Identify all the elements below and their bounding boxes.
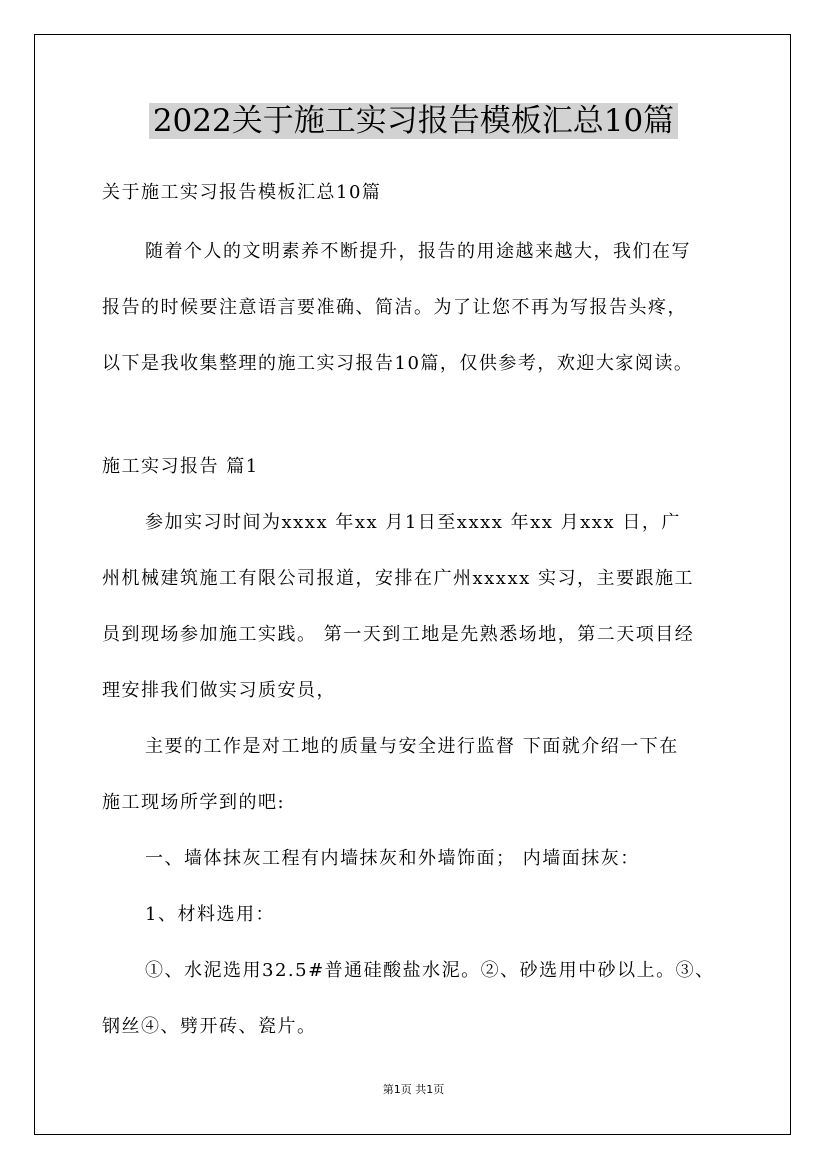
page-number: 第1页 共1页 — [382, 1083, 445, 1096]
body-line-9: ①、水泥选用32.5#普通硅酸盐水泥。②、砂选用中砂以上。③、 — [145, 960, 715, 981]
body-line-4: 理安排我们做实习质安员， — [102, 680, 336, 701]
intro-line-1: 随着个人的文明素养不断提升，报告的用途越来越大，我们在写 — [145, 241, 691, 262]
body-line-8: 1、材料选用： — [145, 904, 275, 925]
document-title: 2022关于施工实习报告模板汇总10篇 — [0, 98, 827, 144]
body-line-5: 主要的工作是对工地的质量与安全进行监督 下面就介绍一下在 — [145, 736, 679, 757]
document-subtitle: 关于施工实习报告模板汇总10篇 — [102, 182, 382, 203]
intro-line-3: 以下是我收集整理的施工实习报告10篇，仅供参考，欢迎大家阅读。 — [102, 353, 694, 374]
body-line-7: 一、墙体抹灰工程有内墙抹灰和外墙饰面； 内墙面抹灰： — [145, 848, 640, 869]
body-line-1: 参加实习时间为xxxx 年xx 月1日至xxxx 年xx 月xxx 日，广 — [145, 512, 681, 533]
body-line-10: 钢丝④、劈开砖、瓷片。 — [102, 1016, 317, 1037]
body-line-6: 施工现场所学到的吧: — [102, 792, 286, 813]
section-heading: 施工实习报告 篇1 — [102, 456, 259, 477]
intro-line-2: 报告的时候要注意语言要准确、简洁。为了让您不再为写报告头疼， — [102, 297, 687, 318]
body-line-3: 员到现场参加施工实践。 第一天到工地是先熟悉场地，第二天项目经 — [102, 624, 695, 645]
body-line-2: 州机械建筑施工有限公司报道，安排在广州xxxxx 实习，主要跟施工 — [102, 568, 694, 589]
